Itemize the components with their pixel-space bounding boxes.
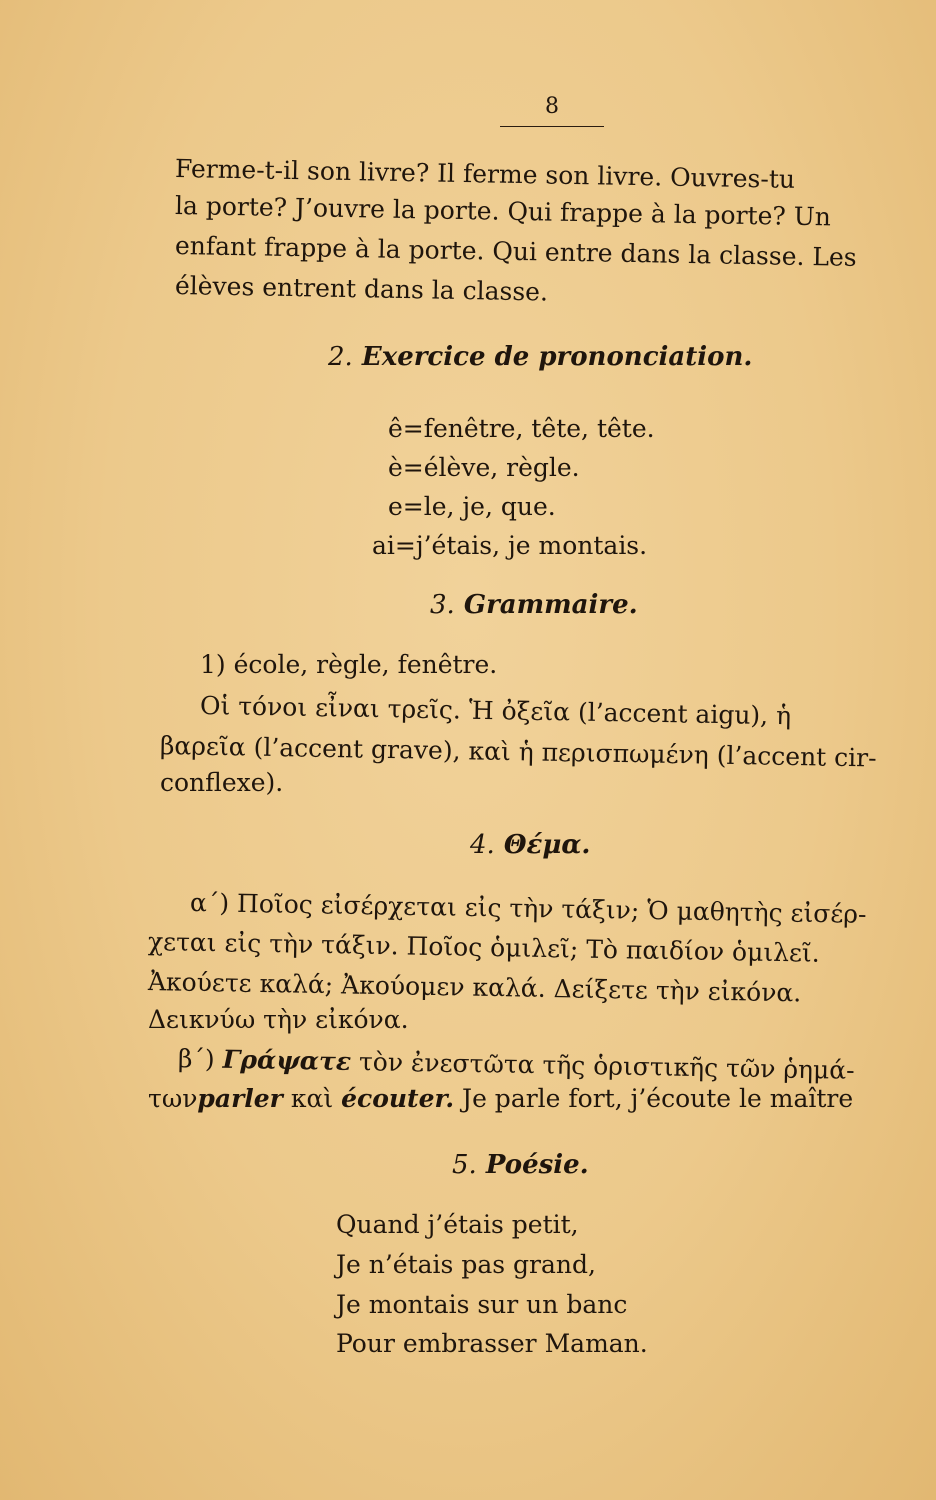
theme-line: Δεικνύω τὴν εἰκόνα. — [148, 1005, 409, 1034]
intro-line: élèves entrent dans la classe. — [174, 271, 549, 307]
conjunction: καὶ — [290, 1084, 334, 1113]
intro-line: enfant frappe à la porte. Qui entre dans la classe. Les — [174, 231, 857, 272]
instruction-text: των — [148, 1084, 198, 1113]
section-number: 3. — [430, 590, 455, 620]
section-title: Grammaire. — [463, 590, 638, 620]
theme-line-b2 — [148, 1086, 853, 1111]
section-heading-5 — [452, 1152, 589, 1178]
intro-line: Ferme-t-il son livre? Il ferme son livre. Ouvres-tu — [174, 154, 796, 194]
theme-line: Ἀκούετε καλά; Ἀκούομεν καλά. Δείξετε τὴν εἰκόνα. — [147, 967, 802, 1008]
section-heading-4 — [470, 832, 590, 858]
section-title: Poésie. — [485, 1150, 589, 1180]
poem-line: Pour embrasser Maman. — [336, 1329, 648, 1358]
instruction-verb: Γράψατε — [222, 1044, 352, 1077]
pronunciation-line: ê=fenêtre, tête, tête. — [388, 414, 655, 443]
poem-line: Je montais sur un banc — [336, 1290, 628, 1319]
exercise-label: β΄) — [177, 1044, 215, 1074]
section-heading-3 — [430, 592, 638, 618]
pronunciation-line: ai=j’étais, je montais. — [372, 531, 648, 560]
verb-parler: parler — [197, 1084, 283, 1113]
page-number: 8 — [545, 94, 559, 119]
section-number: 5. — [452, 1150, 477, 1180]
theme-line-b — [178, 1046, 855, 1083]
section-number: 2. — [328, 342, 353, 372]
section-heading-2 — [328, 344, 752, 370]
poem-line: Quand j’étais petit, — [336, 1210, 579, 1239]
poem-line: Je n’étais pas grand, — [336, 1250, 596, 1279]
pronunciation-line: è=élève, règle. — [388, 453, 580, 482]
pronunciation-line: e=le, je, que. — [388, 492, 556, 521]
instruction-text: τὸν ἐνεστῶτα τῆς ὁριστικῆς τῶν ῥημά- — [358, 1047, 855, 1085]
section-title: Θέμα. — [503, 830, 591, 860]
grammar-line: conflexe). — [160, 768, 284, 797]
section-title: Exercice de prononciation. — [361, 342, 753, 372]
page-number-rule — [500, 126, 604, 127]
intro-line: la porte? J’ouvre la porte. Qui frappe à la porte? Un — [174, 191, 832, 232]
example-sentence: Je parle fort, j’écoute le maître — [462, 1084, 854, 1113]
grammar-line: βαρεῖα (l’accent grave), καὶ ἡ περισπωμένη (l’accent cir- — [159, 731, 877, 773]
grammar-line: 1) école, règle, fenêtre. — [200, 650, 498, 679]
theme-line: α΄) Ποῖος εἰσέρχεται εἰς τὴν τάξιν; Ὁ μαθητὴς εἰσέρ- — [189, 888, 867, 929]
section-number: 4. — [470, 830, 495, 860]
verb-ecouter: écouter. — [341, 1084, 455, 1113]
theme-line: χεται εἰς τὴν τάξιν. Ποῖος ὁμιλεῖ; Τὸ παιδίον ὁμιλεῖ. — [147, 927, 820, 968]
grammar-line: Οἱ τόνοι εἶναι τρεῖς. Ἡ ὀξεῖα (l’accent aigu), ἡ — [199, 691, 792, 731]
